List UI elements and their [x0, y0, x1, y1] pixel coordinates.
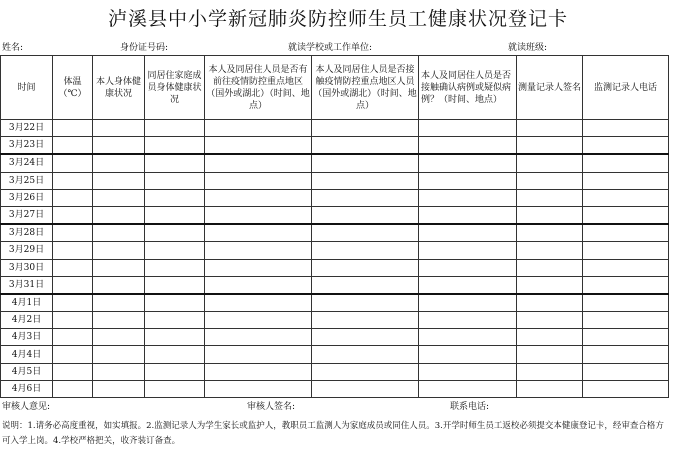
header-recorder-sign: 测量记录人签名 [517, 56, 583, 120]
entry-cell[interactable] [205, 294, 312, 312]
entry-cell[interactable] [145, 206, 205, 224]
entry-cell[interactable] [145, 363, 205, 380]
entry-cell[interactable] [419, 120, 517, 137]
table-row [1, 206, 669, 224]
entry-cell[interactable] [145, 259, 205, 276]
date-cell: 4月5日 [1, 363, 53, 380]
table-row [1, 259, 669, 276]
header-time: 时间 [1, 56, 53, 120]
entry-cell[interactable] [205, 276, 312, 294]
entry-cell[interactable] [145, 276, 205, 294]
entry-cell[interactable] [93, 172, 145, 189]
entry-cell[interactable] [53, 346, 93, 363]
id-number-label: 身份证号码: [120, 43, 169, 53]
name-label: 姓名: [2, 43, 24, 53]
entry-cell[interactable] [145, 312, 205, 329]
header-temperature: 体温（℃） [53, 56, 93, 120]
instructions-note: 说明：1.请务必高度重视，如实填报。2.监测记录人为学生家长或监护人，教职员工监测人为家庭成员或同住人员。3.开学时师生员工返校必须提交本健康登记卡，经审查合格方可入学上岗。4.学校严格把关，收齐装订备查。 [2, 421, 664, 446]
table-row [1, 294, 669, 312]
entry-cell[interactable] [145, 172, 205, 189]
date-cell: 3月25日 [1, 172, 53, 189]
entry-cell[interactable] [53, 189, 93, 206]
entry-cell[interactable] [583, 329, 669, 346]
entry-cell[interactable] [517, 172, 583, 189]
entry-cell[interactable] [53, 120, 93, 137]
entry-cell[interactable] [145, 189, 205, 206]
contact-phone-label: 联系电话: [450, 402, 490, 412]
entry-cell[interactable] [145, 120, 205, 137]
entry-cell[interactable] [145, 224, 205, 242]
entry-cell[interactable] [312, 242, 419, 259]
entry-cell[interactable] [312, 329, 419, 346]
entry-cell[interactable] [312, 312, 419, 329]
entry-cell[interactable] [312, 154, 419, 172]
entry-cell[interactable] [205, 329, 312, 346]
entry-cell[interactable] [53, 380, 93, 397]
entry-cell[interactable] [205, 224, 312, 242]
entry-cell[interactable] [145, 137, 205, 155]
entry-cell[interactable] [517, 294, 583, 312]
entry-cell[interactable] [93, 346, 145, 363]
header-travel-history: 本人及同居住人员是否有前往疫情防控重点地区（国外或湖北）（时间、地点） [205, 56, 312, 120]
table-row [1, 242, 669, 259]
reviewer-sign-label: 审核人签名: [247, 402, 296, 412]
entry-cell[interactable] [312, 189, 419, 206]
table-row [1, 346, 669, 363]
entry-cell[interactable] [93, 276, 145, 294]
entry-cell[interactable] [53, 154, 93, 172]
entry-cell[interactable] [93, 363, 145, 380]
date-cell: 3月22日 [1, 120, 53, 137]
header-case-contact: 本人及同居住人员是否接触确认病例或疑似病例？（时间、地点） [419, 56, 517, 120]
entry-cell[interactable] [53, 312, 93, 329]
table-row [1, 224, 669, 242]
entry-cell[interactable] [583, 276, 669, 294]
entry-cell[interactable] [583, 172, 669, 189]
header-self-health: 本人身体健康状况 [93, 56, 145, 120]
table-row [1, 120, 669, 137]
entry-cell[interactable] [517, 259, 583, 276]
entry-cell[interactable] [93, 242, 145, 259]
entry-cell[interactable] [419, 294, 517, 312]
entry-cell[interactable] [517, 120, 583, 137]
entry-cell[interactable] [419, 206, 517, 224]
entry-cell[interactable] [583, 259, 669, 276]
entry-cell[interactable] [205, 259, 312, 276]
header-recorder-phone: 监测记录人电话 [583, 56, 669, 120]
entry-cell[interactable] [312, 137, 419, 155]
date-cell: 4月6日 [1, 380, 53, 397]
entry-cell[interactable] [312, 294, 419, 312]
entry-cell[interactable] [517, 363, 583, 380]
table-row [1, 329, 669, 346]
health-record-table [0, 55, 669, 398]
entry-cell[interactable] [419, 154, 517, 172]
entry-cell[interactable] [205, 172, 312, 189]
entry-cell[interactable] [205, 346, 312, 363]
entry-cell[interactable] [517, 276, 583, 294]
entry-cell[interactable] [93, 120, 145, 137]
page-title: 泸溪县中小学新冠肺炎防控师生员工健康状况登记卡 [107, 8, 568, 30]
entry-cell[interactable] [583, 224, 669, 242]
entry-cell[interactable] [205, 137, 312, 155]
entry-cell[interactable] [419, 137, 517, 155]
table-row [1, 363, 669, 380]
table-row [1, 380, 669, 397]
date-cell: 3月24日 [1, 154, 53, 172]
entry-cell[interactable] [145, 242, 205, 259]
entry-cell[interactable] [583, 206, 669, 224]
table-row [1, 189, 669, 206]
entry-cell[interactable] [205, 206, 312, 224]
entry-cell[interactable] [205, 189, 312, 206]
entry-cell[interactable] [419, 224, 517, 242]
table-row [1, 154, 669, 172]
header-contact-history: 本人及同居住人员是否接触疫情防控重点地区人员（国外或湖北）（时间、地点） [312, 56, 419, 120]
entry-cell[interactable] [312, 363, 419, 380]
date-cell: 4月1日 [1, 294, 53, 312]
entry-cell[interactable] [312, 120, 419, 137]
date-cell: 3月23日 [1, 137, 53, 155]
entry-cell[interactable] [419, 380, 517, 397]
table-row [1, 312, 669, 329]
entry-cell[interactable] [419, 363, 517, 380]
entry-cell[interactable] [53, 329, 93, 346]
entry-cell[interactable] [53, 172, 93, 189]
entry-cell[interactable] [93, 329, 145, 346]
entry-cell[interactable] [312, 346, 419, 363]
class-label: 就读班级: [508, 43, 548, 53]
date-cell: 3月30日 [1, 259, 53, 276]
date-cell: 3月27日 [1, 206, 53, 224]
entry-cell[interactable] [205, 363, 312, 380]
entry-cell[interactable] [583, 242, 669, 259]
entry-cell[interactable] [517, 380, 583, 397]
entry-cell[interactable] [517, 206, 583, 224]
entry-cell[interactable] [419, 329, 517, 346]
date-cell: 3月29日 [1, 242, 53, 259]
entry-cell[interactable] [53, 206, 93, 224]
entry-cell[interactable] [93, 312, 145, 329]
date-cell: 3月31日 [1, 276, 53, 294]
entry-cell[interactable] [93, 154, 145, 172]
entry-cell[interactable] [145, 346, 205, 363]
entry-cell[interactable] [517, 346, 583, 363]
entry-cell[interactable] [53, 294, 93, 312]
school-label: 就读学校或工作单位: [288, 43, 373, 53]
entry-cell[interactable] [53, 363, 93, 380]
entry-cell[interactable] [419, 259, 517, 276]
entry-cell[interactable] [517, 312, 583, 329]
date-cell: 3月28日 [1, 224, 53, 242]
entry-cell[interactable] [517, 224, 583, 242]
entry-cell[interactable] [93, 259, 145, 276]
entry-cell[interactable] [93, 206, 145, 224]
entry-cell[interactable] [93, 189, 145, 206]
entry-cell[interactable] [53, 242, 93, 259]
entry-cell[interactable] [93, 137, 145, 155]
entry-cell[interactable] [145, 329, 205, 346]
date-cell: 4月4日 [1, 346, 53, 363]
entry-cell[interactable] [583, 380, 669, 397]
entry-cell[interactable] [312, 206, 419, 224]
entry-cell[interactable] [53, 259, 93, 276]
date-cell: 4月3日 [1, 329, 53, 346]
entry-cell[interactable] [312, 259, 419, 276]
entry-cell[interactable] [517, 242, 583, 259]
entry-cell[interactable] [583, 294, 669, 312]
entry-cell[interactable] [583, 312, 669, 329]
entry-cell[interactable] [93, 380, 145, 397]
entry-cell[interactable] [205, 380, 312, 397]
entry-cell[interactable] [419, 346, 517, 363]
entry-cell[interactable] [53, 224, 93, 242]
entry-cell[interactable] [517, 154, 583, 172]
entry-cell[interactable] [93, 224, 145, 242]
entry-cell[interactable] [312, 172, 419, 189]
header-cohabit-health: 同居住家庭成员身体健康状况 [145, 56, 205, 120]
entry-cell[interactable] [145, 154, 205, 172]
entry-cell[interactable] [419, 172, 517, 189]
entry-cell[interactable] [312, 276, 419, 294]
entry-cell[interactable] [419, 312, 517, 329]
entry-cell[interactable] [145, 380, 205, 397]
entry-cell[interactable] [205, 154, 312, 172]
entry-cell[interactable] [583, 137, 669, 155]
reviewer-opinion-label: 审核人意见: [2, 402, 51, 412]
entry-cell[interactable] [419, 242, 517, 259]
entry-cell[interactable] [312, 380, 419, 397]
date-cell: 4月2日 [1, 312, 53, 329]
header-row [1, 56, 669, 120]
table-row [1, 276, 669, 294]
entry-cell[interactable] [583, 189, 669, 206]
table-row [1, 172, 669, 189]
entry-cell[interactable] [517, 137, 583, 155]
entry-cell[interactable] [205, 120, 312, 137]
date-cell: 3月26日 [1, 189, 53, 206]
entry-cell[interactable] [517, 189, 583, 206]
entry-cell[interactable] [583, 120, 669, 137]
entry-cell[interactable] [205, 312, 312, 329]
entry-cell[interactable] [93, 294, 145, 312]
entry-cell[interactable] [419, 276, 517, 294]
entry-cell[interactable] [583, 363, 669, 380]
entry-cell[interactable] [419, 189, 517, 206]
entry-cell[interactable] [312, 224, 419, 242]
entry-cell[interactable] [583, 154, 669, 172]
entry-cell[interactable] [145, 294, 205, 312]
entry-cell[interactable] [517, 329, 583, 346]
table-row [1, 137, 669, 155]
entry-cell[interactable] [53, 137, 93, 155]
entry-cell[interactable] [583, 346, 669, 363]
entry-cell[interactable] [205, 242, 312, 259]
entry-cell[interactable] [53, 276, 93, 294]
